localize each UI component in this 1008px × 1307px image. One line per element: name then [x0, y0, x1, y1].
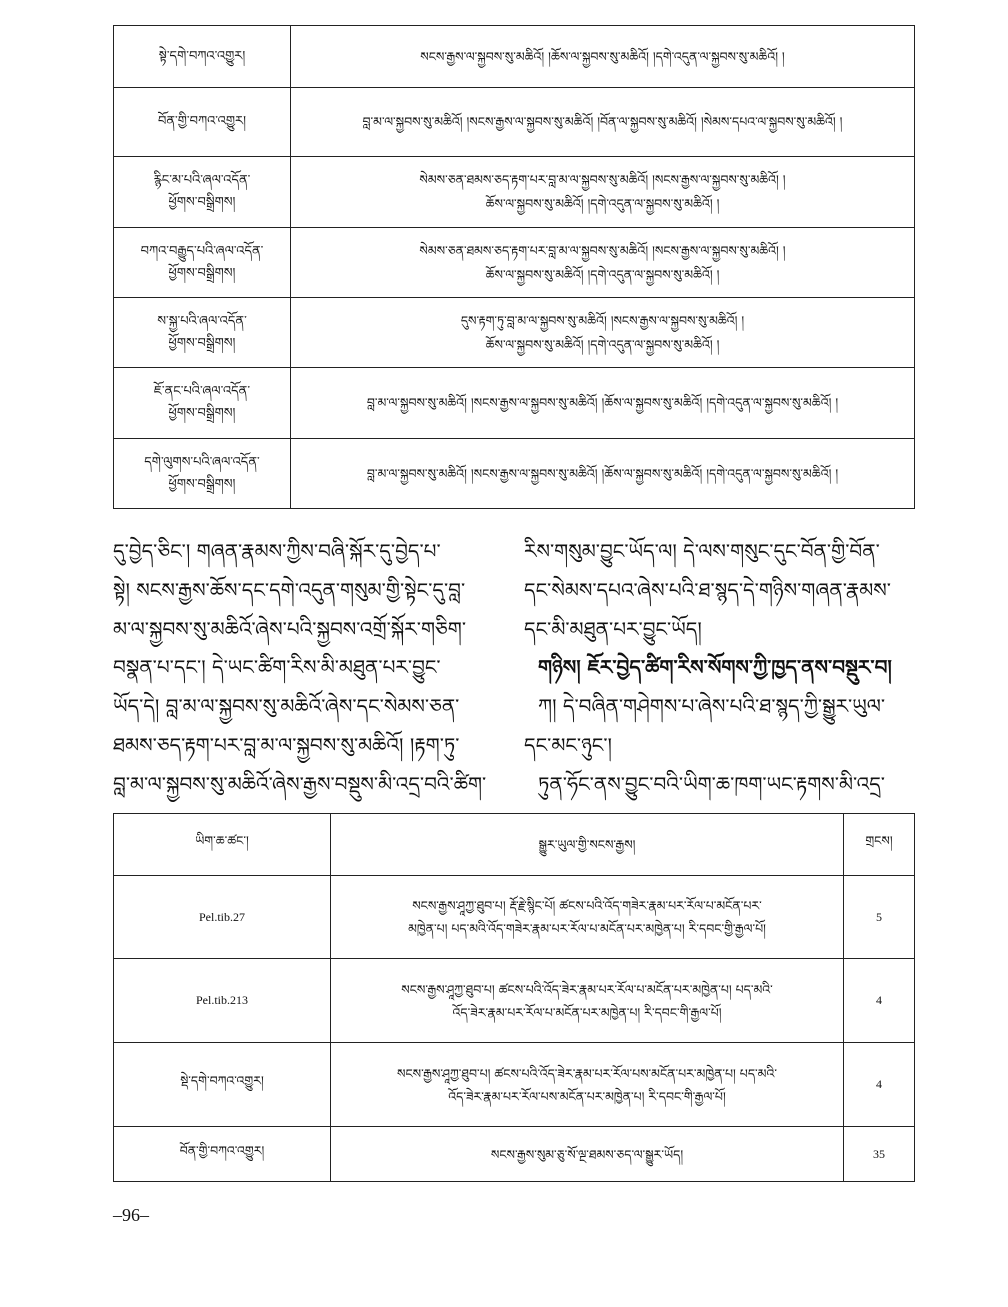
buddha-list-cell: སངས་རྒྱས་ཤཱཀྱ་ཐུབ་པ། ཚངས་པའི་འོད་ཟེར་རྣམ་པར་རོལ་པ་མངོན་པར་མཁྱེན་པ། པད་མའི་ འོད་ཟེར་རྣམ་པར་རོལ་པ་མངོན་པར་མཁྱེན་པ། རི་དབང་གི་རྒྱལ་པོ། [331, 959, 844, 1043]
count-cell: 4 [844, 959, 915, 1043]
document-name-cell: Pel.tib.213 [114, 959, 331, 1043]
buddha-list-cell: སངས་རྒྱས་སུམ་ཅུ་སོ་ལྔ་ཐམས་ཅད་ལ་སྒྱུར་ཡོད། [331, 1127, 844, 1182]
table-row [114, 298, 915, 368]
refuge-formula-cell: དུས་རྟག་ཏུ་བླ་མ་ལ་སྐྱབས་སུ་མཆིའོ། །སངས་རྒྱས་ལ་སྐྱབས་སུ་མཆིའོ། ། ཆོས་ལ་སྐྱབས་སུ་མཆིའོ། །དགེ་འདུན་ལ་སྐྱབས་སུ་མཆིའོ། ། [291, 298, 915, 368]
table-row [114, 228, 915, 298]
refuge-formula-cell: བླ་མ་ལ་སྐྱབས་སུ་མཆིའོ། །སངས་རྒྱས་ལ་སྐྱབས་སུ་མཆིའོ། །ཆོས་ལ་སྐྱབས་སུ་མཆིའོ། །དགེ་འདུན་ལ་སྐྱབས་སུ་མཆིའོ། ། [291, 439, 915, 509]
body-text-line: དང་སེམས་དཔའ་ཞེས་པའི་ཐ་སྙད་དེ་གཉིས་གཞན་རྣམས་ [524, 577, 891, 602]
table-row [114, 1127, 915, 1182]
source-name-cell: ས་སྐྱ་པའི་ཞལ་འདོན་ ཕྱོགས་བསྒྲིགས། [114, 298, 291, 368]
count-cell: 35 [844, 1127, 915, 1182]
body-text-line: བླ་མ་ལ་སྐྱབས་སུ་མཆིའོ་ཞེས་རྒྱས་བསྡུས་མི་འདྲ་བའི་ཚིག་ [113, 771, 487, 796]
table-row [114, 959, 915, 1043]
document-name-cell: Pel.tib.27 [114, 876, 331, 959]
body-text-line: དང་མང་ཉུང་། [524, 732, 612, 757]
table-row [114, 26, 915, 88]
source-name-cell: དགེ་ལུགས་པའི་ཞལ་འདོན་ ཕྱོགས་བསྒྲིགས། [114, 439, 291, 509]
buddha-list-cell: སངས་རྒྱས་ཤཱཀྱ་ཐུབ་པ། ཚངས་པའི་འོད་ཟེར་རྣམ་པར་རོལ་པས་མངོན་པར་མཁྱེན་པ། པད་མའི་ འོད་ཟེར་རྣམ་པར་རོལ་པས་མངོན་པར་མཁྱེན་པ། རི་དབང་གི་རྒྱལ་པོ། [331, 1043, 844, 1127]
body-text-line: ཡོད་དེ། བླ་མ་ལ་སྐྱབས་སུ་མཆིའོ་ཞེས་དང་སེམས་ཅན་ [113, 694, 460, 719]
column-header: སྒྱུར་ཡུལ་གྱི་སངས་རྒྱས། [331, 814, 844, 876]
table-row [114, 368, 915, 439]
document-name-cell: བོན་གྱི་བཀའ་འགྱུར། [114, 1127, 331, 1182]
body-text-line: མ་ལ་སྐྱབས་སུ་མཆིའོ་ཞེས་པའི་སྐྱབས་འགྲོ་སྐོར་གཅིག་ [113, 616, 467, 641]
document-name-cell: སྡེ་དགེ་བཀའ་འགྱུར། [114, 1043, 331, 1127]
source-name-cell: ཇོ་ནང་པའི་ཞལ་འདོན་ ཕྱོགས་བསྒྲིགས། [114, 368, 291, 439]
refuge-formula-cell: བླ་མ་ལ་སྐྱབས་སུ་མཆིའོ། །སངས་རྒྱས་ལ་སྐྱབས་སུ་མཆིའོ། །ཆོས་ལ་སྐྱབས་སུ་མཆིའོ། །དགེ་འདུན་ལ་སྐྱབས་སུ་མཆིའོ། ། [291, 368, 915, 439]
body-text-left-column [113, 532, 511, 804]
buddha-list-cell: སངས་རྒྱས་ཤཱཀྱ་ཐུབ་པ། རྡོ་རྗེ་སྙིང་པོ། ཚངས་པའི་འོད་གཟེར་རྣམ་པར་རོལ་པ་མངོན་པར་ མཁྱེན་པ། པད་མའི་འོད་གཟེར་རྣམ་པར་རོལ་པ་མངོན་པར་མཁྱེན་པ། རི་དབང་གྱི་རྒྱལ་པོ། [331, 876, 844, 959]
sources-comparison-table [113, 25, 915, 509]
page-number: –96– [113, 1205, 149, 1225]
body-text-right-column [524, 532, 916, 804]
body-text-line: བསྣན་པ་དང་། དེ་ཡང་ཚིག་རིས་མི་མཐུན་པར་བྱུང་ [113, 655, 441, 680]
buddha-names-table [113, 813, 915, 1182]
column-header: གྲངས། [844, 814, 915, 876]
table-row [114, 157, 915, 228]
column-header: ཡིག་ཆ་ཚང་། [114, 814, 331, 876]
refuge-formula-cell: སེམས་ཅན་ཐམས་ཅད་རྟག་པར་བླ་མ་ལ་སྐྱབས་སུ་མཆིའོ། །སངས་རྒྱས་ལ་སྐྱབས་སུ་མཆིའོ། ། ཆོས་ལ་སྐྱབས་སུ་མཆིའོ། །དགེ་འདུན་ལ་སྐྱབས་སུ་མཆིའོ། ། [291, 157, 915, 228]
table-header-row [114, 814, 915, 876]
table-row [114, 88, 915, 157]
source-name-cell: སྟེ་དགེ་བཀའ་འགྱུར། [114, 26, 291, 88]
body-text-line: ཐམས་ཅད་རྟག་པར་བླ་མ་ལ་སྐྱབས་སུ་མཆིའོ། །རྟག་ཏུ་ [113, 732, 460, 757]
body-text-line: ཀ། དེ་བཞིན་གཤེགས་པ་ཞེས་པའི་ཐ་སྙད་ཀྱི་སྒྱུར་ཡུལ་ [538, 694, 886, 719]
body-text-line: སྟེ། སངས་རྒྱས་ཆོས་དང་དགེ་འདུན་གསུམ་གྱི་སྟེང་དུ་བླ་ [113, 577, 466, 602]
refuge-formula-cell: སངས་རྒྱས་ལ་སྐྱབས་སུ་མཆིའོ། །ཆོས་ལ་སྐྱབས་སུ་མཆིའོ། །དགེ་འདུན་ལ་སྐྱབས་སུ་མཆིའོ། ། [291, 26, 915, 88]
source-name-cell: བོན་གྱི་བཀའ་འགྱུར། [114, 88, 291, 157]
table-row [114, 876, 915, 959]
refuge-formula-cell: སེམས་ཅན་ཐམས་ཅད་རྟག་པར་བླ་མ་ལ་སྐྱབས་སུ་མཆིའོ། །སངས་རྒྱས་ལ་སྐྱབས་སུ་མཆིའོ། ། ཆོས་ལ་སྐྱབས་སུ་མཆིའོ། །དགེ་འདུན་ལ་སྐྱབས་སུ་མཆིའོ། ། [291, 228, 915, 298]
refuge-formula-cell: བླ་མ་ལ་སྐྱབས་སུ་མཆིའོ། །སངས་རྒྱས་ལ་སྐྱབས་སུ་མཆིའོ། །བོན་ལ་སྐྱབས་སུ་མཆིའོ། །སེམས་དཔའ་ལ་སྐྱབས་སུ་མཆིའོ། ། [291, 88, 915, 157]
body-text-line: དང་མི་མཐུན་པར་བྱུང་ཡོད། [524, 616, 702, 641]
body-text-line: རིས་གསུམ་བྱུང་ཡོད་ལ། དེ་ལས་གསུང་དུང་བོན་གྱི་བོན་ [524, 539, 880, 563]
source-name-cell: རྙིང་མ་པའི་ཞལ་འདོན་ ཕྱོགས་བསྒྲིགས། [114, 157, 291, 228]
table-row [114, 439, 915, 509]
source-name-cell: བཀའ་བརྒྱུད་པའི་ཞལ་འདོན་ ཕྱོགས་བསྒྲིགས། [114, 228, 291, 298]
count-cell: 5 [844, 876, 915, 959]
table-row [114, 1043, 915, 1127]
count-cell: 4 [844, 1043, 915, 1127]
body-text-line: ཏུན་ཧོང་ནས་བྱུང་བའི་ཡིག་ཆ་ཁག་ཡང་རྟགས་མི་འདྲ་ [538, 771, 885, 796]
body-text-line: དུ་བྱེད་ཅིང་། གཞན་རྣམས་ཀྱིས་བཞི་སྐོར་དུ་བྱེད་པ་ [113, 539, 441, 563]
section-heading: གཉིས། ཇོར་བྱེད་ཚིག་རིས་སོགས་ཀྱི་ཁྱད་ནས་བསྡུར་བ། [538, 655, 892, 680]
